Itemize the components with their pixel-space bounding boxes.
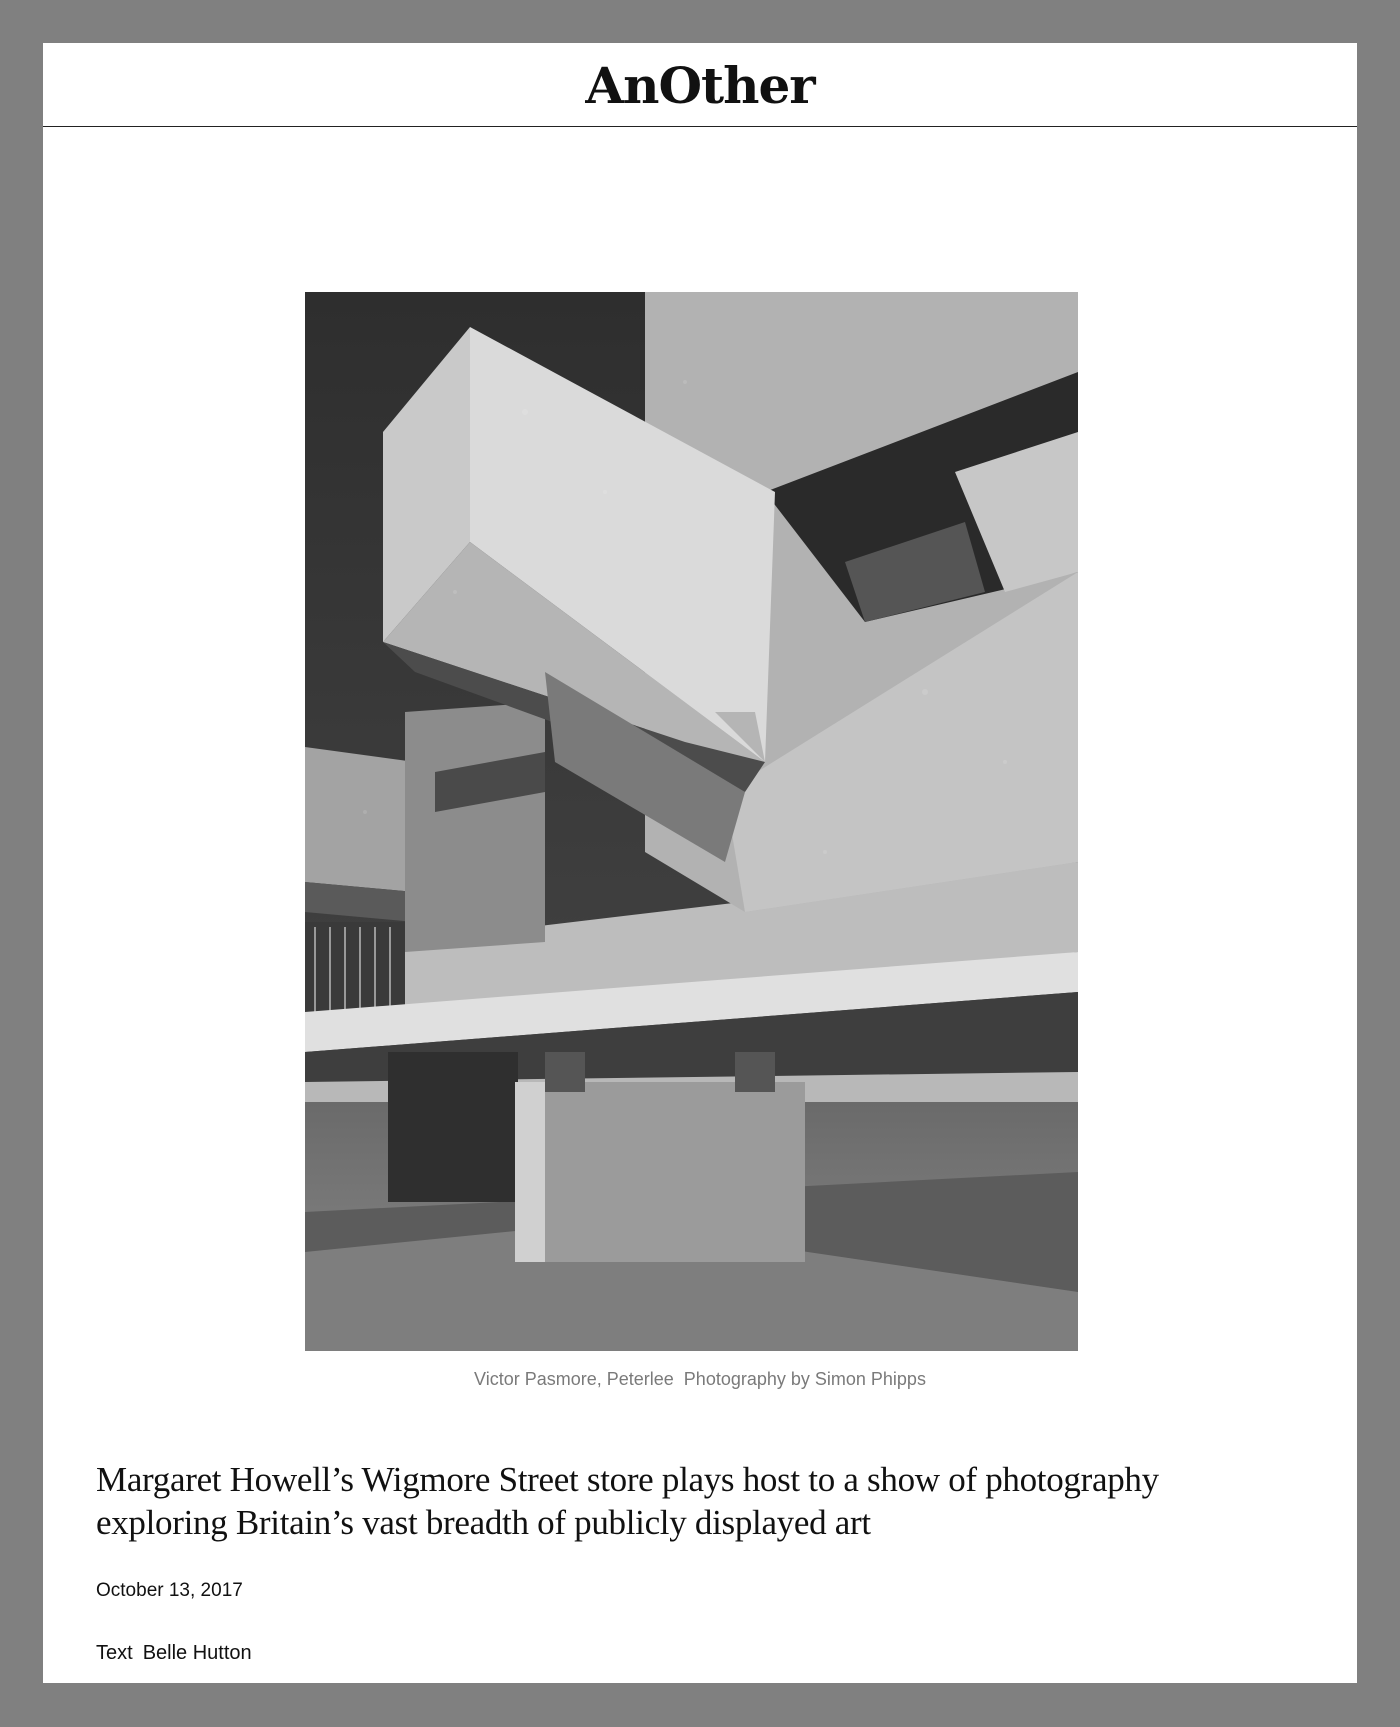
article-byline <box>96 1642 252 1665</box>
byline-label: Text <box>96 1642 133 1664</box>
article-headline: Margaret Howell’s Wigmore Street store plays host to a show of photography exploring Britain’s vast breadth of publicly displayed art <box>96 1460 1159 1542</box>
hero-image <box>305 292 1078 1351</box>
site-logo[interactable]: AnOther <box>585 56 815 115</box>
caption-title: Victor Pasmore, Peterlee <box>474 1369 674 1389</box>
masthead <box>43 43 1357 127</box>
byline-author-link[interactable]: Belle Hutton <box>142 1642 252 1664</box>
article-page <box>43 43 1357 1683</box>
article-date: October 13, 2017 <box>96 1580 243 1601</box>
brutalist-concrete-photo <box>305 292 1078 1351</box>
caption-credit: Photography by Simon Phipps <box>683 1369 926 1389</box>
image-caption <box>43 1369 1357 1390</box>
